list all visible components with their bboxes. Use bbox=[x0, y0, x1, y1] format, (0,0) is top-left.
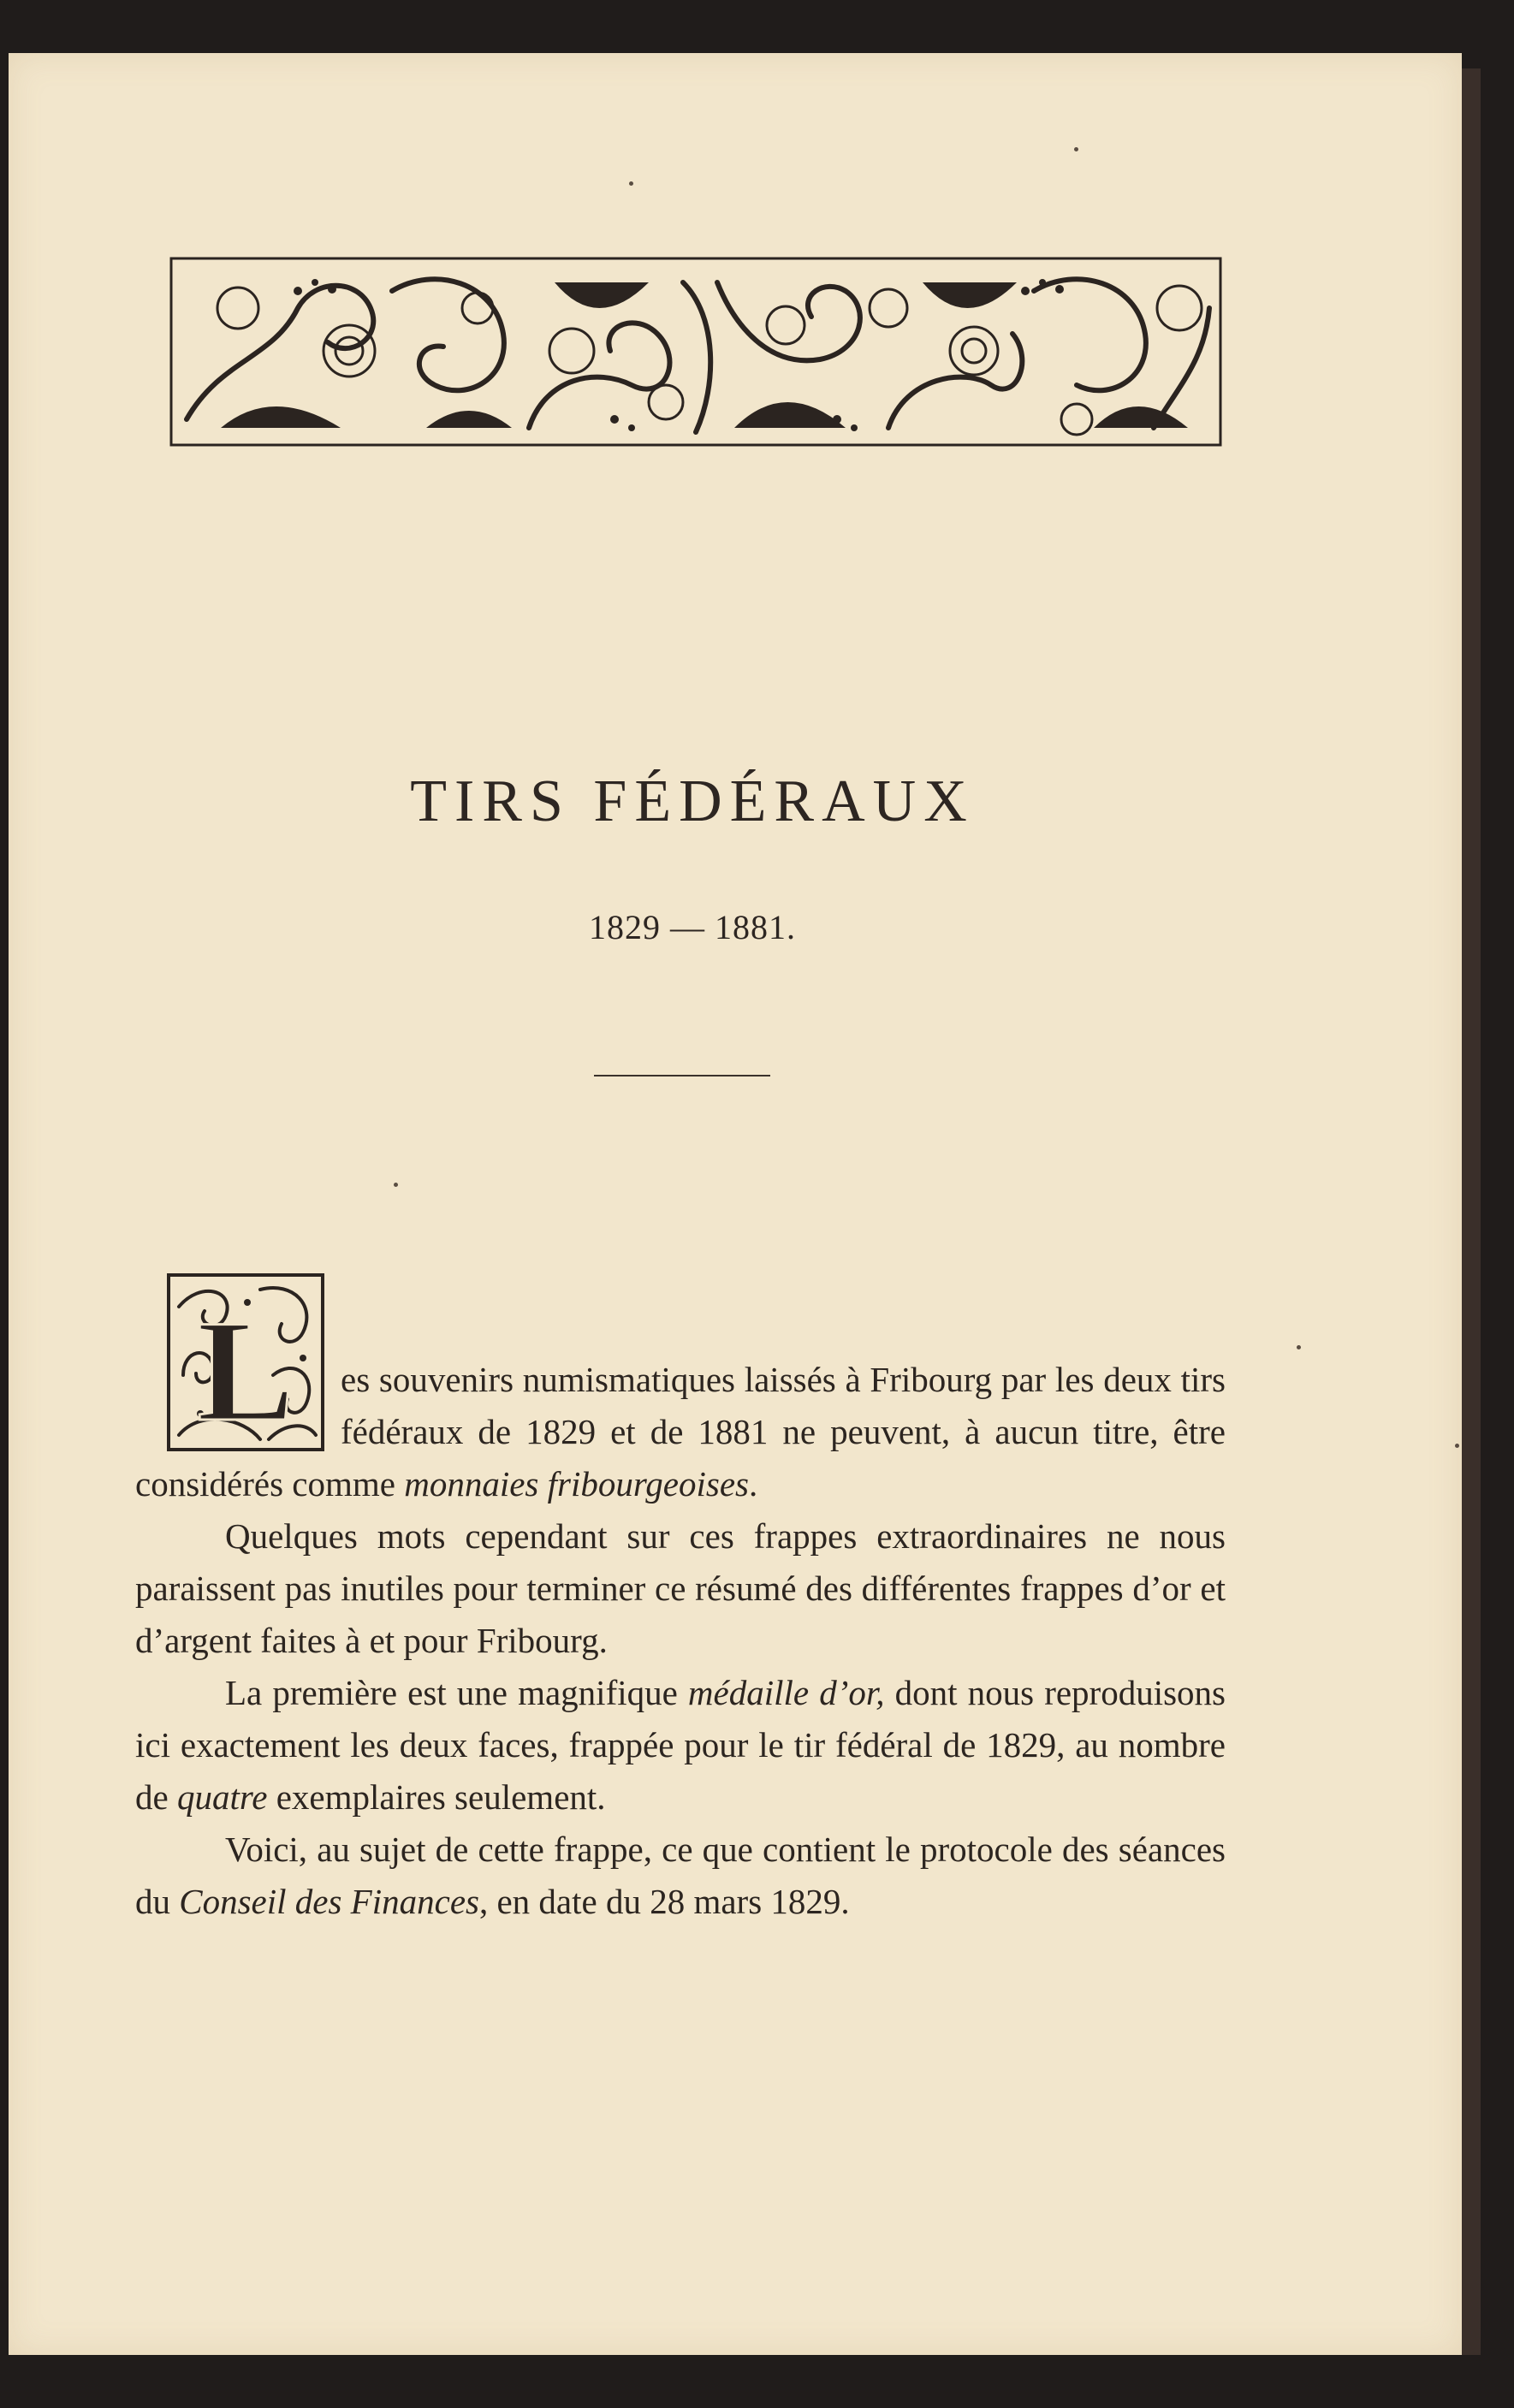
drop-cap-letter: L bbox=[197, 1290, 294, 1451]
title-rule bbox=[594, 1075, 770, 1076]
book-page bbox=[9, 53, 1462, 2355]
paragraph-3-end: exemplaires seulement. bbox=[267, 1777, 606, 1817]
paper-speck bbox=[629, 181, 633, 186]
paper-speck bbox=[394, 1183, 398, 1187]
paragraph-1-end: . bbox=[749, 1464, 758, 1504]
paragraph-4-text: Voici, au sujet de cette frappe, ce que contient le protocole des séances du bbox=[135, 1830, 1226, 1921]
paper-speck bbox=[1297, 1345, 1301, 1349]
paragraph-1-italic: monnaies fribourgeoises bbox=[404, 1464, 750, 1504]
paragraph-2: Quelques mots cependant sur ces frappes extraordinaires ne nous paraissent pas inutiles pour terminer ce résumé des différentes frappes d’or et d’argent faites à et pour Fribourg. bbox=[135, 1516, 1226, 1660]
ornament-header-band bbox=[169, 257, 1222, 447]
paragraph-3 bbox=[135, 1667, 1226, 1824]
paragraph-1-text: es souvenirs numismatiques laissés à Fribourg par les deux tirs fédéraux de 1829 et de 1881 ne peuvent, à aucun titre, être considérés comme bbox=[135, 1360, 1226, 1504]
paper-speck bbox=[1455, 1444, 1459, 1448]
paragraph-4-italic: Conseil des Finances bbox=[179, 1882, 479, 1921]
page-edge bbox=[1462, 68, 1481, 2355]
paper-speck bbox=[1074, 147, 1078, 151]
paragraph-4 bbox=[135, 1824, 1226, 1928]
page-title: TIRS FÉDÉRAUX bbox=[410, 768, 975, 834]
body-text bbox=[135, 1354, 1226, 1928]
paragraph-3-italic-2: quatre bbox=[176, 1777, 268, 1817]
paragraph-3-text: La première est une magnifique bbox=[225, 1673, 688, 1712]
paragraph-3-middle: dont nous reproduisons ici exactement les deux faces, frappée pour le tir fédéral de 1829, au nombre de bbox=[135, 1673, 1226, 1817]
date-range: 1829 — 1881. bbox=[589, 908, 796, 946]
paragraph-1 bbox=[135, 1354, 1226, 1510]
paragraph-4-end: , en date du 28 mars 1829. bbox=[478, 1882, 850, 1921]
drop-cap-space bbox=[135, 1354, 341, 1450]
paragraph-3-italic-1: médaille d’or, bbox=[687, 1673, 885, 1712]
